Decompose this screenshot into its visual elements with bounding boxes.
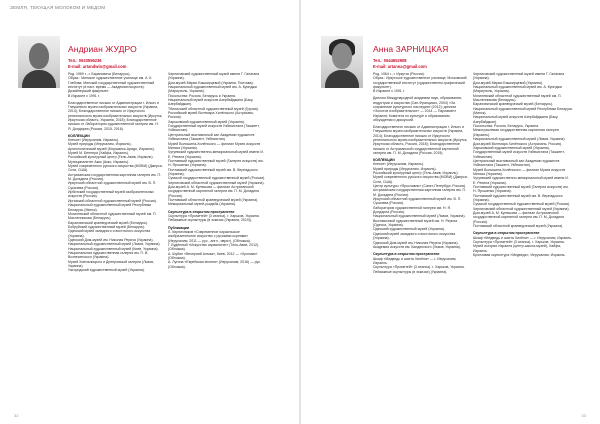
collection-item: Национальный художественный музей (Киев, Украина). xyxy=(68,246,159,251)
collection-item: Музей современного русского искусства (МОВИ) (Джерси-Сити, США). xyxy=(68,164,163,173)
collection-item: Муниципалитет Акко (Акко, Израиль). xyxy=(68,159,130,164)
collection-item: Национальный музей искусств Азербайджана (Баку, Азербайджан). xyxy=(473,115,559,124)
collection-item: Мемориальный музей-усадьба (Украина). xyxy=(168,202,236,207)
bio xyxy=(373,72,468,94)
sculpture-item: Скульптура «Прометей» (3 сеанса). г. Харьков, Украина. xyxy=(473,240,565,245)
collection-item: Одесский художественный музей (Украина). xyxy=(373,227,445,232)
publication-item: А. Шубин «Вечерний Алмаз», Киев, 2012 — «Хроники» (Обложка). xyxy=(168,251,258,261)
publication-item: Л. Кирпичников «Современное израильское изобразительное искусство с русскими корнями» (Иерусалим, 2011 — рус., англ., иврит). (Обложка). xyxy=(168,230,251,243)
collection-item: Черниговский художественный музей имени Г. Галагана (Украина). xyxy=(473,72,565,81)
bio-line: Образ.: Иркутское художественное училище; Московский государственный институт (художественно-графический факультет). xyxy=(373,76,467,90)
artist-email: E-mail: artanna@gmail.com xyxy=(373,63,427,69)
awards: Диплом Международной академии наук, образования, индустрии и искусства (Сан-Франциско, 2004) «За сохранение культурного наследия» (2012); диплом «Золотое изобразительное» — 2014 — Парламент Израиля; Комитета по культуре и образованию, обсуждения и дискуссий. xyxy=(373,96,462,123)
collection-item: Полтавский художественный музей им. В. Вернадского (Украина). xyxy=(473,193,563,202)
sculpture-list xyxy=(168,214,268,223)
collection-item: Национальный художественный музей Республики Беларусь (Минск). xyxy=(68,203,152,212)
artist-contacts xyxy=(68,58,126,69)
collection-item: Национальный художественный музей Республики Беларусь (Минск). xyxy=(473,106,573,116)
left-column-2 xyxy=(168,72,268,269)
collections-list-continued xyxy=(473,72,573,228)
sculpture-list xyxy=(373,257,468,274)
left-column-1 xyxy=(68,72,163,273)
awards: Благодарственное письмо от Администрации г. Ильич и Гнеушевого музея изобразительных искусств (Украина, 2014); Благодарственное письмо от Иркутского регионального музея изобразительных искусств (Иркутск, Иркутская область, Украина, 2018); Благодарственное письмо от Лаборатории художественной галереи им. Н. Я. Дондареа (Россия, 2015, 2016). xyxy=(68,100,163,131)
sculpture-heading: Скульптура в открытом пространстве xyxy=(168,209,235,214)
collections-list-continued xyxy=(168,72,268,207)
collection-item: Одесский Дом-музей им. Николая Рериха (Украина). xyxy=(68,237,154,242)
collection-item: Иркутский областной художественный музей им. В. П. Сукачева (Россия). xyxy=(373,197,462,206)
collection-item: Выставочный художественный музей им. Н. Рериха (Одесса, Украина). xyxy=(373,218,458,228)
sculpture-item: Музей истории Израиля (центр-школа-музей), Хайфа, Израиль. xyxy=(473,244,562,253)
collection-item: Сумской государственный художественный музей (Россия). xyxy=(473,202,571,207)
sculpture-item: Шкаф «Медведь и шахта Хилёна» — г. Иерусалим, Израиль. xyxy=(473,235,573,240)
collection-item: Барановичский краеведческий музей (Беларусь). xyxy=(68,220,149,225)
collections-heading: КОЛЛЕКЦИИ xyxy=(373,157,395,162)
publication-item: Г. Будённый «Искусство израильтян» (Тель-Авив, 2012). (Обложка). xyxy=(168,243,260,252)
collection-item: Центральный выставочный зал Академии художеств Узбекистана (Ташкент, Узбекистан). xyxy=(473,158,560,168)
collections-heading: КОЛЛЕКЦИИ xyxy=(68,133,90,138)
collection-item: Полтавский областной краеведческий музей (Украина). xyxy=(473,224,564,229)
bio-line: В Израиле с 1991 г. xyxy=(68,93,100,98)
collection-item: Черниговский областной художественный музей (Украина). xyxy=(473,206,570,211)
collection-item: Ужгородский художественный музей (Украина). xyxy=(68,268,145,273)
publication-item: А. Лугина «Еврейская эпопея» (Иерусалим, 2016) — рус. (Обложка). xyxy=(168,260,261,269)
collection-item: Одесский Дом-музей им. Николая Рериха (Украина). xyxy=(373,240,459,245)
sculpture-heading: Скульптура в открытом пространстве xyxy=(373,252,440,257)
collection-item: Полтавский областной краеведческий музей (Украина). xyxy=(168,197,259,202)
collection-item: Археологический музей (Моршанск-Арадо, Израиль). xyxy=(68,146,155,151)
collection-item: Иркутский областной художественный музей им. В. П. Сукачева (Россия). xyxy=(68,181,157,190)
collection-item: Чугуевский художественно-мемориальный музей имени И. Е. Репина (Украина). xyxy=(473,176,569,185)
collections-list xyxy=(68,138,163,273)
collection-item: Национальный художественный музей (Львов, Украина). xyxy=(68,242,161,247)
running-head: ЗЕМЛЯ, ТЕКУЩАЯ МОЛОКОМ И МЕДОМ xyxy=(10,5,106,10)
collection-item: Российский культурный центр (Тель-Авив, Израиль). xyxy=(68,155,154,160)
collection-item: Музей М. Беннера (Хайфа, Израиль). xyxy=(68,151,130,156)
awards: Благодарственное письмо от Администрации г. Ильич и Гнеушевого музея изобразительных искусств (Украина, 2014); Благодарственное письмо от Иркутского регионального музея изобразительных искусств (Иркутск, Иркутская область, Россия, 2018); Благодарственное письмо от Астраханской государственной картинной галереи им. П. М. Догадина (Россия, 2015). xyxy=(373,124,468,156)
collection-item: Национальный художественный музей им. А. Куинджи (Мариуполь, Украина). xyxy=(168,85,257,94)
collection-item: Национальный музей искусств Азербайджана (Баку, Азербайджан). xyxy=(168,98,254,107)
collection-item: Полтавский художественный музей (Галерея искусств) им. Н. Ярошенко (Украина). xyxy=(168,158,264,168)
collection-item: Музей современного русского искусства (МОВИ) (Джерси-Сити, США). xyxy=(373,175,468,184)
sculpture-item: Скульптура «Прометей» (3 сеанса). г. Харьков, Украина. xyxy=(168,214,260,218)
artist-portrait xyxy=(18,36,60,88)
collection-item: Одесский музей западного и восточного искусства (Украина). xyxy=(68,229,151,238)
right-column-2 xyxy=(473,72,573,257)
artist-contacts xyxy=(373,58,427,69)
collection-item: Тбилисский областной художественный музей (Грузия). xyxy=(168,106,259,111)
collection-item: Музей Волошина-Хилёнского — филиал Музея искусств Минска (Украина). xyxy=(473,167,566,176)
left-page xyxy=(0,0,299,424)
collection-item: Полтавский художественный музей (Галерея искусств) им. Н. Ярошенко (Украина). xyxy=(473,184,569,194)
collection-item: Дом-музей Волтмара Хилёнского (Астрахань, Россия). xyxy=(473,141,562,146)
collection-item: Музей Хмельницкого и Днепровской галереи (Львов, Украина). xyxy=(68,259,154,268)
artist-email: E-mail: artandwin@gmail.com xyxy=(68,63,127,69)
artist-portrait xyxy=(321,36,363,88)
collection-item: Дом-музей А. М. Кулешова — филиал Астраханской государственной картинной галереи им. П. М. Догадина (Россия). xyxy=(473,211,565,224)
collection-item: Музей природы (Иерусалим, Израиль). xyxy=(373,166,437,171)
bio-line: Дизайнерский факультет. xyxy=(68,89,110,94)
collection-item: Академия искусств им. Кандинского (Львов, Украина). xyxy=(373,244,461,249)
bio-line: Род. 1969 г., г. Барановичи (Беларусь). xyxy=(68,72,131,76)
collection-item: Иргизский областной художественный музей (Россия). xyxy=(68,198,157,203)
collection-item: Дом-музей А. М. Кулешова — филиал Астраханской государственной картинной галереи им. П. М. Догадина (Россия). xyxy=(168,184,260,198)
artist-name: Анна ЗАРНИЦКАЯ xyxy=(373,44,449,54)
sculpture-item: Шкаф «Медведь и шахта Хилёна» — г. Иерусалим, Израиль. xyxy=(373,256,457,265)
collection-item: Национальный художественный музей (Львов, Украина). xyxy=(473,137,566,142)
publications-heading: Публикации xyxy=(168,225,190,230)
collection-item: Полтавский художественный музей им. В. Вернадского (Украина). xyxy=(168,167,258,176)
collection-item: Национальная художественная галерея им. П. В. Вознесенского (Украина). xyxy=(68,250,149,260)
sculpture-item: Пейзажные скульптуры (в эскизах) (Украина). xyxy=(373,269,448,274)
collection-item: Кнессет (Иерусалим, Израиль). xyxy=(373,162,425,167)
collection-item: Кнессет (Иерусалим, Израиль). xyxy=(68,138,120,142)
artist-phone: Тел.: 0544652908 xyxy=(373,58,407,63)
artist-name: Андриан ЖУДРО xyxy=(68,44,137,54)
collection-item: Центр культуры «Ярославль» (Санкт-Петербург, Россия). xyxy=(373,184,467,189)
collection-item: Харьковский художественный музей (Украина). xyxy=(168,119,245,124)
collection-item: Государственный музей искусств Узбекистана (Ташкент, Узбекистан). xyxy=(168,124,260,133)
collection-item: Музей Волошина-Хилёнского — филиал Музея искусств Минска (Украина). xyxy=(168,141,261,150)
collection-item: Посольства: Россия, Беларусь и Украина. xyxy=(168,93,236,98)
collection-item: Российский культурный центр (Тель-Авив, Израиль). xyxy=(373,171,459,175)
page-number: 33 xyxy=(581,413,586,418)
collection-item: Бобруйский художественный музей (Беларусь). xyxy=(68,224,146,229)
collection-item: Сумской государственный художественный музей (Россия). xyxy=(168,176,266,181)
bio-line: В Израиле с 1991 г. xyxy=(373,89,405,94)
collection-item: Национальный художественный музей им. А. Куинджи (Мариуполь, Украина). xyxy=(473,85,562,94)
collection-item: Музей природы (Иерусалим, Израиль). xyxy=(68,142,132,147)
sculpture-heading: Скульптура в открытом пространстве xyxy=(473,231,540,236)
page-number: 32 xyxy=(14,413,19,418)
collection-item: Дом-музей Марии Башкирцевой (Украина, Полтава). xyxy=(168,80,254,85)
bio-line: Образ.: Минское художественное училище им. А. К. Глебова; Минский государственный художественный институт (в наст. время — Академия искусств). xyxy=(68,76,155,90)
right-column-1 xyxy=(373,72,468,274)
collection-item: Дом-музей Марии Башкирцевой (Украина). xyxy=(473,80,544,85)
collection-item: Государственный музей искусств Узбекистана (Ташкент, Узбекистан). xyxy=(473,150,565,159)
collection-item: Одесский музей западного и восточного искусства (Украина). xyxy=(373,231,456,241)
collection-item: Лаборатория художественной галереи им. Н. Я. Дондареа (Россия). xyxy=(373,205,452,215)
right-page xyxy=(301,0,600,424)
collection-item: Астраханская государственная картинная галерея им. П. М. Догадина (Россия). xyxy=(68,172,161,182)
collection-item: Черниговский художественный музей имени Г. Галагана (Украина). xyxy=(168,72,260,81)
collection-item: Центральный выставочный зал Академии художеств Узбекистана (Ташкент, Узбекистан). xyxy=(168,132,255,142)
collection-item: Национальный художественный музей (Львов, Украина). xyxy=(373,214,466,219)
collection-item: Черниговский областной художественный музей (Украина). xyxy=(168,180,265,185)
collections-list xyxy=(373,162,468,249)
artist-phone: Тел.: 0633556236 xyxy=(68,58,102,63)
sculpture-list xyxy=(473,236,573,258)
publications-list xyxy=(168,230,268,269)
sculpture-item: Пейзажные скульптуры (в эскизах (Украина, 2019)). xyxy=(168,218,253,223)
bio xyxy=(68,72,163,98)
sculpture-item: Скульптура «Прометей» (3 сеанса). г. Харьков, Украина. xyxy=(373,265,465,270)
collection-item: Межотраслевая государственная картинная галерея (Израиль). xyxy=(473,128,559,137)
sculpture-item: Бронзовая скульптура «Медведь», Иерусалим, Израиль. xyxy=(473,253,566,258)
collection-item: Харьковский художественный музей (Украина). xyxy=(473,145,550,150)
collection-item: Посольства: Россия, Беларусь, Украина. xyxy=(473,124,540,129)
collection-item: Российский музей Волтмара Хилёнского (Астрахань, Россия). xyxy=(168,111,255,120)
collection-item: Чугуевский художественно-мемориальный музей имени И. Е. Репина (Украина). xyxy=(168,150,264,159)
collection-item: Астраханская государственная картинная галерея им. П. М. Догадина (Россия). xyxy=(373,188,466,197)
collection-item: Барановичский краеведческий музей (Беларусь). xyxy=(473,102,554,107)
collection-item: Могилевский областной художественный музей им. П. Масленникова (Беларусь). xyxy=(473,93,562,103)
bio-line: Род. 1964 г., г. Иркутск (Россия). xyxy=(373,72,425,76)
collection-item: Ирбитский государственный музей изобразительных искусств (Россия). xyxy=(68,190,155,199)
collection-item: Могилевский областной художественный музей им. П. Масленникова (Беларусь). xyxy=(68,211,157,221)
